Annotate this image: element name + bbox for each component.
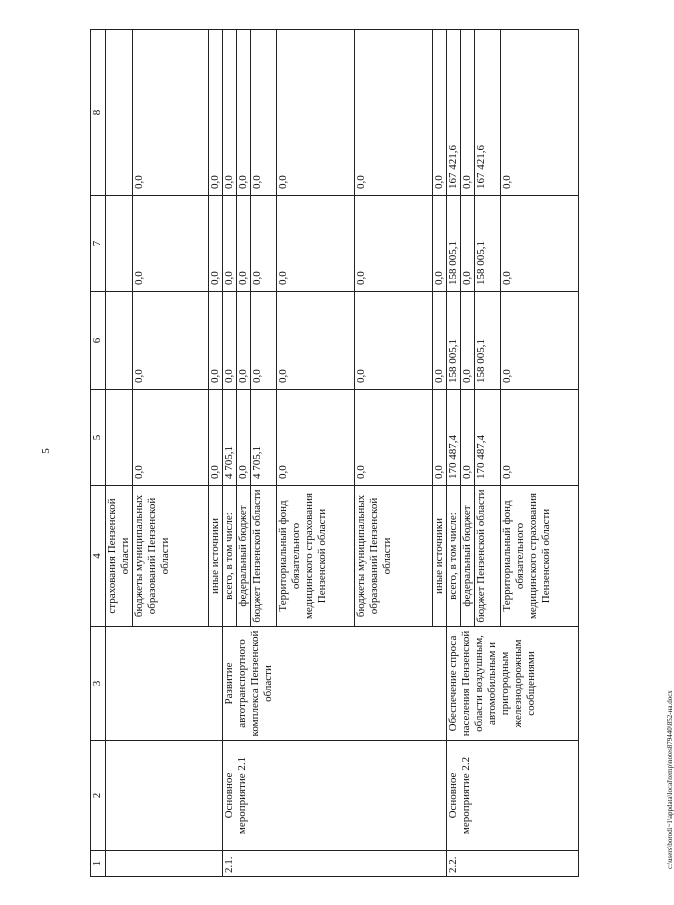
- value-cell: 0,0: [355, 30, 433, 196]
- source-cell: Территориальный фонд обязательного медицинского страхования Пензенской области: [277, 486, 355, 627]
- rotated-table-container: [90, 30, 582, 877]
- value-cell: 0,0: [277, 30, 355, 196]
- name-cell: Развитие автотранспортного комплекса Пензенской области: [223, 627, 447, 741]
- value-cell: 0,0: [133, 292, 209, 390]
- source-cell: иные источники: [433, 486, 447, 627]
- value-cell: 0,0: [355, 390, 433, 486]
- type-cell: [106, 741, 223, 851]
- header-cell: 8: [91, 30, 106, 196]
- value-cell: 0,0: [209, 390, 223, 486]
- value-cell: 0,0: [461, 390, 475, 486]
- header-row: [91, 30, 106, 877]
- value-cell: 167 421,6: [447, 30, 461, 196]
- value-cell: 0,0: [223, 196, 237, 292]
- value-cell: 4 705,1: [251, 390, 277, 486]
- name-cell: [106, 627, 223, 741]
- value-cell: 0,0: [277, 292, 355, 390]
- source-cell: федеральный бюджет: [237, 486, 251, 627]
- table-row: [106, 30, 133, 877]
- value-cell: [106, 390, 133, 486]
- value-cell: 158 005,1: [447, 292, 461, 390]
- value-cell: 0,0: [237, 196, 251, 292]
- source-cell: иные источники: [209, 486, 223, 627]
- value-cell: 0,0: [133, 30, 209, 196]
- value-cell: 0,0: [355, 292, 433, 390]
- value-cell: [106, 292, 133, 390]
- type-cell: Основное мероприятие 2.2: [447, 741, 579, 851]
- value-cell: 0,0: [133, 196, 209, 292]
- value-cell: 167 421,6: [475, 30, 501, 196]
- value-cell: 0,0: [461, 196, 475, 292]
- value-cell: [106, 196, 133, 292]
- value-cell: 0,0: [355, 196, 433, 292]
- number-cell: 2.2.: [447, 851, 579, 877]
- value-cell: 0,0: [251, 292, 277, 390]
- value-cell: 0,0: [277, 390, 355, 486]
- value-cell: 170 487,4: [447, 390, 461, 486]
- source-cell: бюджеты муниципальных образований Пензенской области: [355, 486, 433, 627]
- header-cell: 7: [91, 196, 106, 292]
- source-cell: страхования Пензенской области: [106, 486, 133, 627]
- page-number: 5: [40, 448, 52, 454]
- value-cell: 0,0: [133, 390, 209, 486]
- number-cell: [106, 851, 223, 877]
- value-cell: 0,0: [251, 196, 277, 292]
- table-row: [447, 30, 461, 877]
- source-cell: всего, в том числе:: [223, 486, 237, 627]
- header-cell: 3: [91, 627, 106, 741]
- value-cell: 0,0: [461, 30, 475, 196]
- value-cell: 0,0: [237, 390, 251, 486]
- funding-table: [90, 29, 579, 877]
- value-cell: 0,0: [209, 30, 223, 196]
- value-cell: 0,0: [237, 30, 251, 196]
- value-cell: 0,0: [501, 30, 579, 196]
- value-cell: 0,0: [433, 30, 447, 196]
- document-file-path: c:\users\borodi~1\appdata\local\temp\notes879440\852-на.docx: [666, 690, 674, 869]
- value-cell: 170 487,4: [475, 390, 501, 486]
- value-cell: 158 005,1: [475, 292, 501, 390]
- source-cell: всего, в том числе:: [447, 486, 461, 627]
- source-cell: бюджеты муниципальных образований Пензенской области: [133, 486, 209, 627]
- value-cell: 0,0: [251, 30, 277, 196]
- source-cell: федеральный бюджет: [461, 486, 475, 627]
- value-cell: 0,0: [501, 196, 579, 292]
- value-cell: 0,0: [209, 196, 223, 292]
- value-cell: 0,0: [277, 196, 355, 292]
- value-cell: 0,0: [433, 292, 447, 390]
- type-cell: Основное мероприятие 2.1: [223, 741, 447, 851]
- source-cell: бюджет Пензенской области: [475, 486, 501, 627]
- header-cell: 1: [91, 851, 106, 877]
- value-cell: 0,0: [433, 390, 447, 486]
- name-cell: Обеспечение спроса населения Пензенской области воздушным, автомобильным и пригородным железнодорожным сообщениями: [447, 627, 579, 741]
- table-viewport: [90, 30, 582, 877]
- value-cell: 0,0: [237, 292, 251, 390]
- header-cell: 4: [91, 486, 106, 627]
- value-cell: 0,0: [223, 30, 237, 196]
- value-cell: 0,0: [223, 292, 237, 390]
- value-cell: 158 005,1: [447, 196, 461, 292]
- source-cell: бюджет Пензенской области: [251, 486, 277, 627]
- value-cell: 0,0: [501, 390, 579, 486]
- header-cell: 2: [91, 741, 106, 851]
- value-cell: [106, 30, 133, 196]
- table-row: [223, 30, 237, 877]
- value-cell: 0,0: [461, 292, 475, 390]
- value-cell: 0,0: [501, 292, 579, 390]
- value-cell: 158 005,1: [475, 196, 501, 292]
- source-cell: Территориальный фонд обязательного медицинского страхования Пензенской области: [501, 486, 579, 627]
- value-cell: 0,0: [433, 196, 447, 292]
- number-cell: 2.1.: [223, 851, 447, 877]
- header-cell: 5: [91, 390, 106, 486]
- value-cell: 0,0: [209, 292, 223, 390]
- value-cell: 4 705,1: [223, 390, 237, 486]
- header-cell: 6: [91, 292, 106, 390]
